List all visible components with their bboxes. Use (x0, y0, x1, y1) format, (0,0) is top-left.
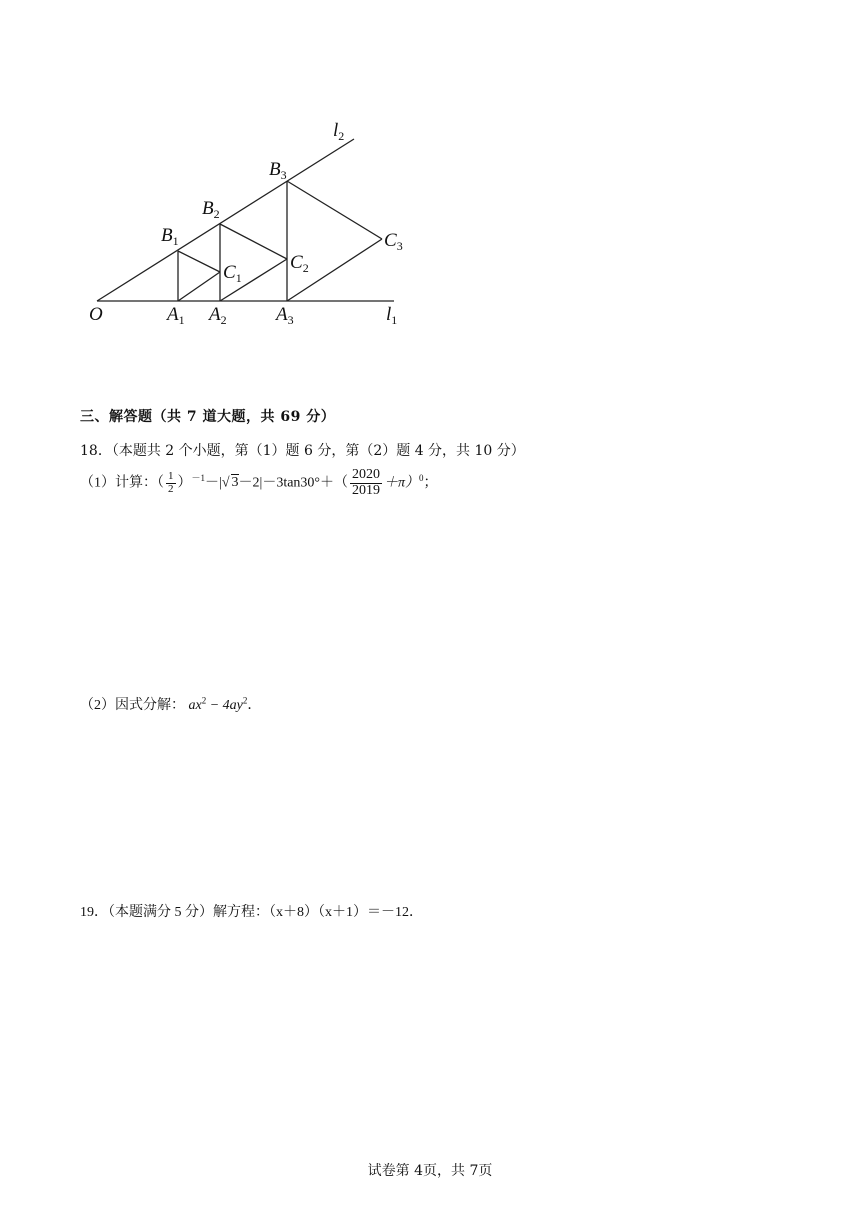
q18-heading: 18．（本题共 2 个小题，第（1）题 6 分，第（2）题 4 分，共 10 分） (80, 443, 525, 459)
exponent-2b: 2 (242, 695, 248, 706)
label-o: O (89, 304, 103, 325)
page-footer: 试卷第 4页，共 7页 (367, 1163, 493, 1179)
segment-b2c2 (220, 224, 287, 259)
label-b1: $B_1$ (161, 225, 179, 248)
q18-part1-plus-pi: ＋π） (384, 475, 420, 491)
label-a1: $A_1$ (167, 304, 185, 327)
q18-part1 (80, 468, 438, 498)
label-c1: $C_1$ (223, 262, 242, 285)
exponent-neg-one: －1 (191, 472, 206, 483)
segment-b1c1 (178, 251, 220, 272)
segment-a1c1 (178, 272, 220, 301)
q18-part2-prefix: （2）因式分解： (80, 698, 185, 713)
section-title: 三、解答题（共 7 道大题，共 69 分） (80, 409, 336, 425)
q18-part1-prefix: （1）计算：（ (80, 475, 164, 491)
q18-part1-paren: ） (177, 475, 192, 491)
segment-b3c3 (287, 181, 382, 239)
q18-part2 (80, 694, 261, 714)
expression-ax: ax (188, 698, 202, 713)
q18-part1-end: ； (423, 475, 438, 491)
label-a3: $A_3$ (276, 304, 294, 327)
label-c3: $C_3$ (384, 230, 403, 253)
label-b3: $B_3$ (269, 159, 287, 182)
label-c2: $C_2$ (290, 252, 309, 275)
q19-text: 19．（本题满分 5 分）解方程：（x＋8）（x＋1）＝－12． (80, 905, 423, 920)
exponent-zero: 0 (419, 472, 424, 483)
fraction-one-half: $\frac{1}{2}$ (168, 470, 174, 495)
sqrt-icon: √ (221, 475, 230, 491)
exponent-2a: 2 (201, 695, 207, 706)
fraction-2020-2019: $\frac{2020}{2019}$ (352, 467, 381, 498)
sqrt-argument: 3 (231, 475, 239, 491)
label-b2: $B_2$ (202, 198, 220, 221)
geometry-figure (0, 0, 860, 360)
q18-part2-end: ． (247, 698, 262, 713)
label-l2: $l_2$ (333, 120, 345, 143)
expression-4ay: − 4ay (206, 698, 243, 713)
q18-part1-middle: －2|－3tan30°＋（ (238, 475, 349, 491)
q18-part1-abs-open: －| (205, 475, 222, 491)
label-l1: $l_1$ (386, 304, 398, 327)
label-a2: $A_2$ (209, 304, 227, 327)
